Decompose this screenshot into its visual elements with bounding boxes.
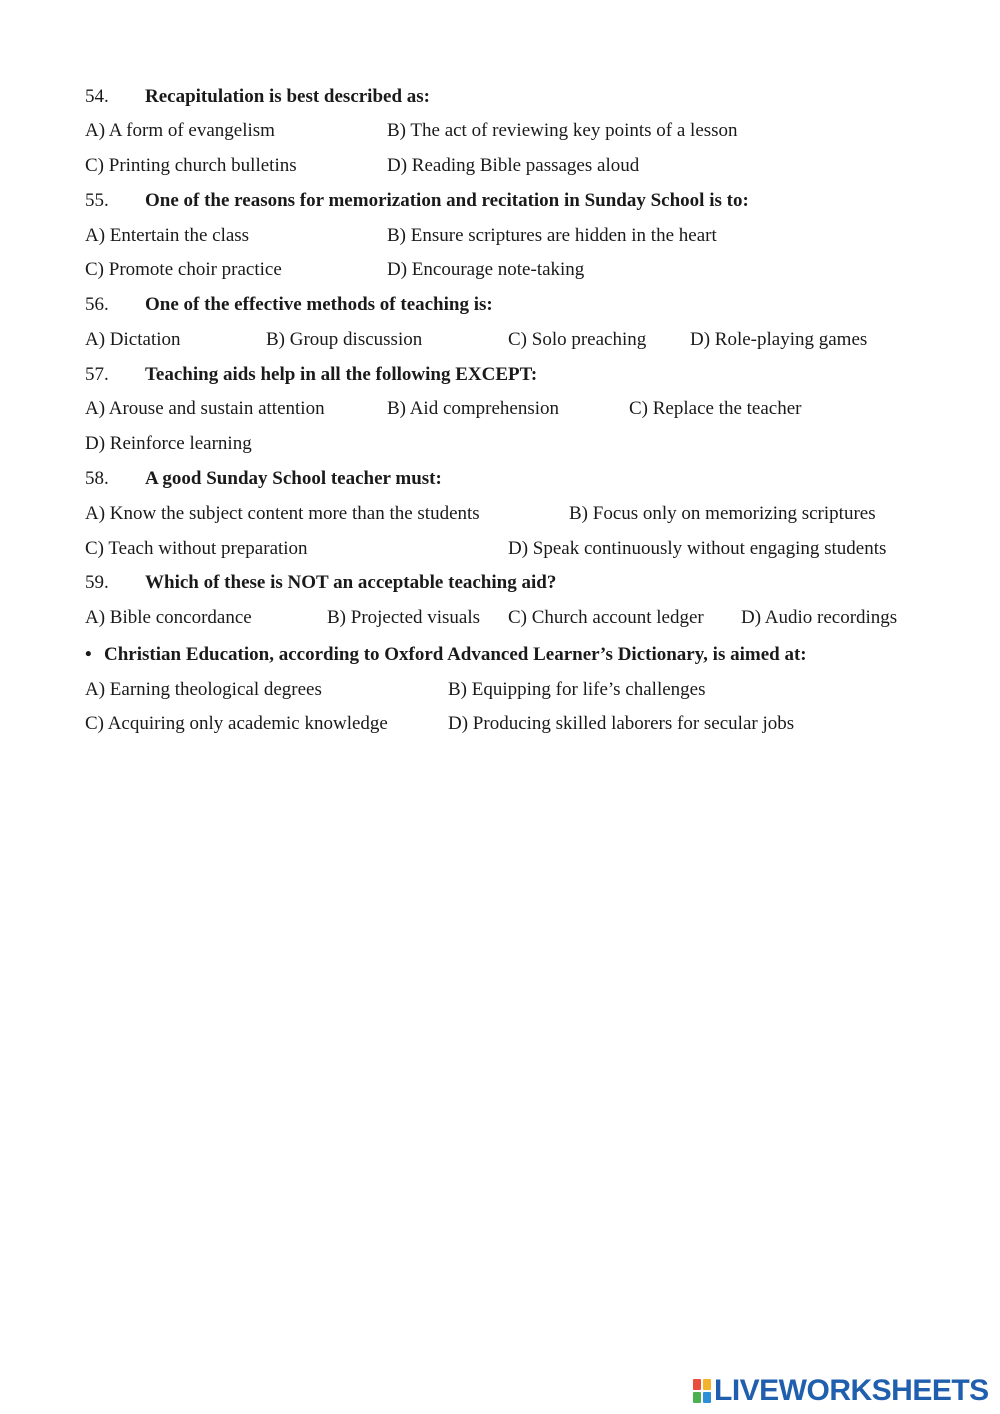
option-b[interactable]: B) Focus only on memorizing scriptures: [569, 503, 876, 524]
question-text: Which of these is NOT an acceptable teaching aid?: [145, 572, 557, 593]
option-a[interactable]: A) Know the subject content more than the students: [85, 503, 480, 524]
option-b[interactable]: B) Aid comprehension: [387, 398, 560, 419]
option-b[interactable]: B) Equipping for life’s challenges: [448, 679, 706, 700]
question-text: One of the reasons for memorization and recitation in Sunday School is to:: [145, 190, 749, 211]
question-text: Recapitulation is best described as:: [145, 86, 430, 107]
option-a[interactable]: A) Arouse and sustain attention: [85, 398, 325, 419]
option-c[interactable]: C) Promote choir practice: [85, 259, 282, 280]
option-d[interactable]: D) Reinforce learning: [85, 433, 252, 454]
question-number: 58.: [85, 468, 109, 489]
liveworksheets-icon: [693, 1379, 711, 1403]
question-text: A good Sunday School teacher must:: [145, 468, 442, 489]
option-a[interactable]: A) Entertain the class: [85, 225, 250, 246]
bullet-icon: •: [85, 644, 92, 665]
option-c[interactable]: C) Printing church bulletins: [85, 155, 297, 176]
question-number: 54.: [85, 86, 109, 107]
question-number: 59.: [85, 572, 109, 593]
question-number: 57.: [85, 364, 109, 385]
option-d[interactable]: D) Role-playing games: [690, 329, 868, 350]
question-text: One of the effective methods of teaching is:: [145, 294, 493, 315]
option-c[interactable]: C) Replace the teacher: [629, 398, 802, 419]
option-b[interactable]: B) The act of reviewing key points of a lesson: [387, 120, 738, 141]
liveworksheets-logo[interactable]: [693, 1376, 989, 1406]
option-c[interactable]: C) Solo preaching: [508, 329, 647, 350]
option-c[interactable]: C) Teach without preparation: [85, 538, 308, 559]
logo-text: LIVEWORKSHEETS: [714, 1374, 989, 1407]
option-b[interactable]: B) Group discussion: [266, 329, 423, 350]
option-d[interactable]: D) Encourage note-taking: [387, 259, 585, 280]
logo-tile: [693, 1379, 701, 1390]
option-b[interactable]: B) Projected visuals: [327, 607, 481, 628]
option-a[interactable]: A) Earning theological degrees: [85, 679, 322, 700]
option-d[interactable]: D) Reading Bible passages aloud: [387, 155, 640, 176]
option-d[interactable]: D) Speak continuously without engaging students: [508, 538, 887, 559]
option-c[interactable]: C) Church account ledger: [508, 607, 704, 628]
question-number: 56.: [85, 294, 109, 315]
logo-tile: [703, 1392, 711, 1403]
option-d[interactable]: D) Audio recordings: [741, 607, 898, 628]
logo-tile: [693, 1392, 701, 1403]
option-a[interactable]: A) A form of evangelism: [85, 120, 275, 141]
question-text: Christian Education, according to Oxford Advanced Learner’s Dictionary, is aimed at:: [104, 644, 807, 665]
logo-tile: [703, 1379, 711, 1390]
question-text: Teaching aids help in all the following EXCEPT:: [145, 364, 538, 385]
option-a[interactable]: A) Dictation: [85, 329, 181, 350]
option-d[interactable]: D) Producing skilled laborers for secular jobs: [448, 713, 795, 734]
option-c[interactable]: C) Acquiring only academic knowledge: [85, 713, 388, 734]
option-b[interactable]: B) Ensure scriptures are hidden in the heart: [387, 225, 717, 246]
question-number: 55.: [85, 190, 109, 211]
option-a[interactable]: A) Bible concordance: [85, 607, 252, 628]
